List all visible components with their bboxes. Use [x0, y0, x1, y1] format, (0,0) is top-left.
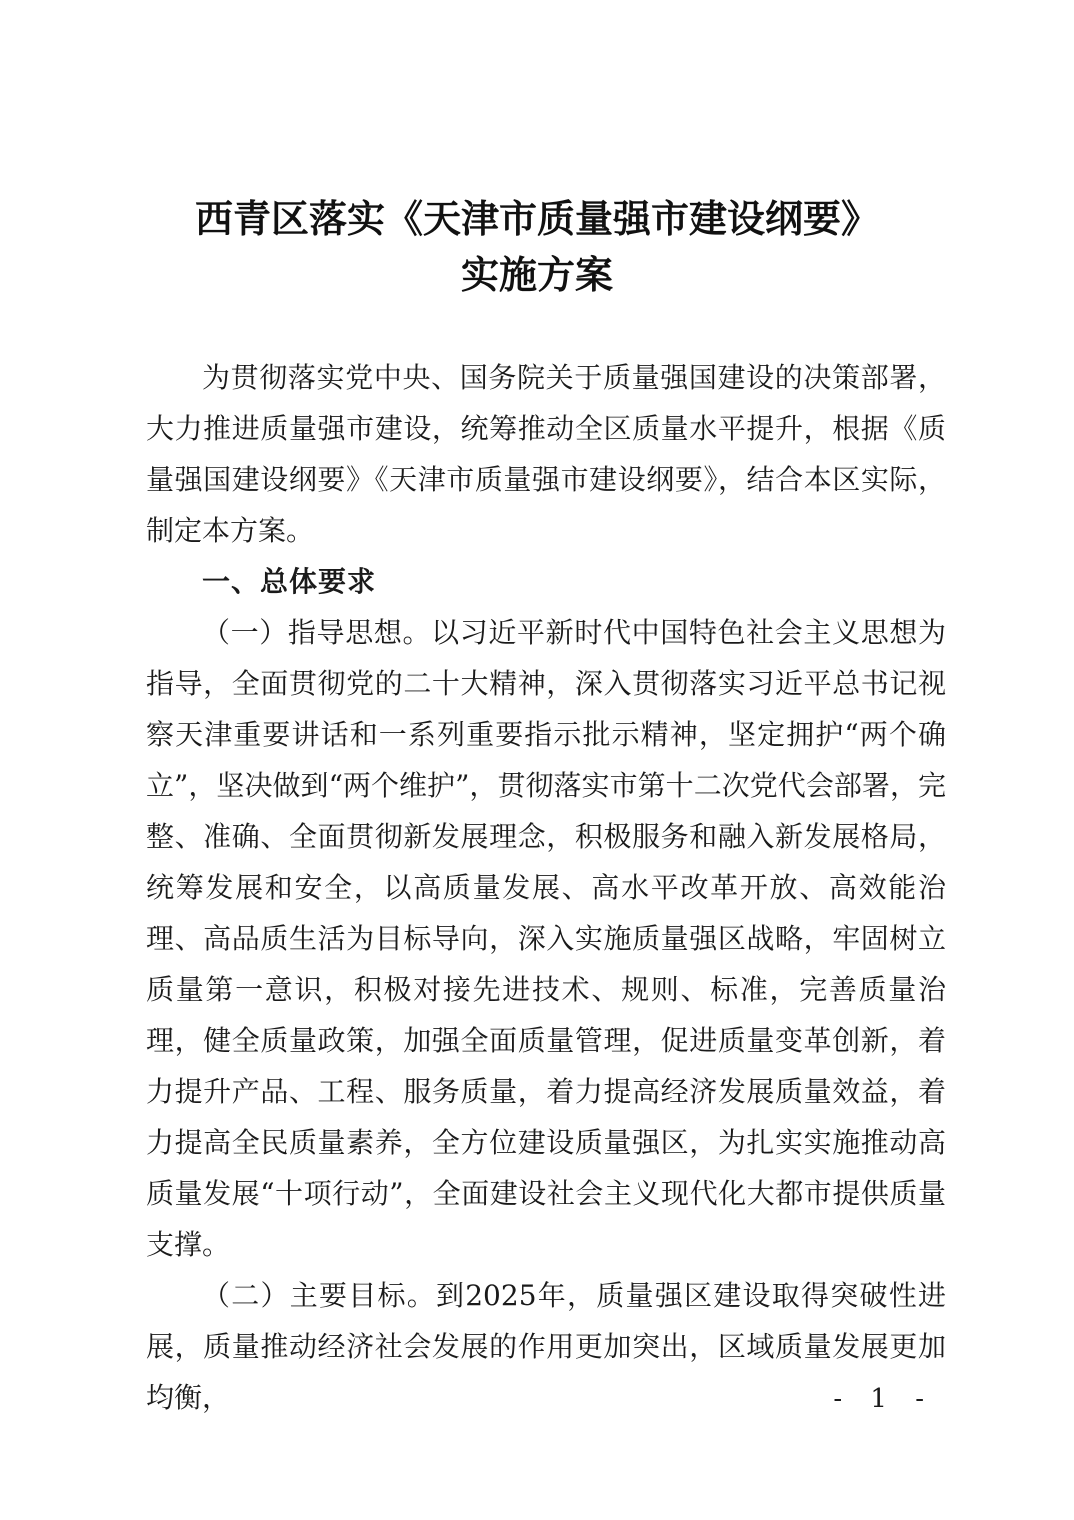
section-heading: 一、总体要求	[202, 565, 377, 598]
document-body	[146, 352, 946, 1423]
page-number: - 1 -	[833, 1384, 934, 1414]
intro-paragraph: 为贯彻落实党中央、国务院关于质量强国建设的决策部署，大力推进质量强市建设，统筹推动全区质量水平提升，根据《质量强国建设纲要》《天津市质量强市建设纲要》，结合本区实际，制定本方案。	[146, 361, 946, 547]
guiding-ideology-paragraph: （一）指导思想。以习近平新时代中国特色社会主义思想为指导，全面贯彻党的二十大精神，深入贯彻落实习近平总书记视察天津重要讲话和一系列重要指示批示精神，坚定拥护“两个确立”，坚决做到“两个维护”，贯彻落实市第十二次党代会部署，完整、准确、全面贯彻新发展理念，积极服务和融入新发展格局，统筹发展和安全，以高质量发展、高水平改革开放、高效能治理、高品质生活为目标导向，深入实施质量强区战略，牢固树立质量第一意识，积极对接先进技术、规则、标准，完善质量治理，健全质量政策，加强全面质量管理，促进质量变革创新，着力提升产品、工程、服务质量，着力提高经济发展质量效益，着力提高全民质量素养，全方位建设质量强区，为扎实实施推动高质量发展“十项行动”，全面建设社会主义现代化大都市提供质量支撑。	[146, 616, 946, 1261]
document-title-line-2: 实施方案	[460, 252, 613, 297]
document-title-line-1: 西青区落实《天津市质量强市建设纲要》	[194, 196, 879, 241]
main-goals-paragraph: （二）主要目标。到2025年，质量强区建设取得突破性进展，质量推动经济社会发展的作用更加突出，区域质量发展更加均衡，	[146, 1279, 946, 1414]
